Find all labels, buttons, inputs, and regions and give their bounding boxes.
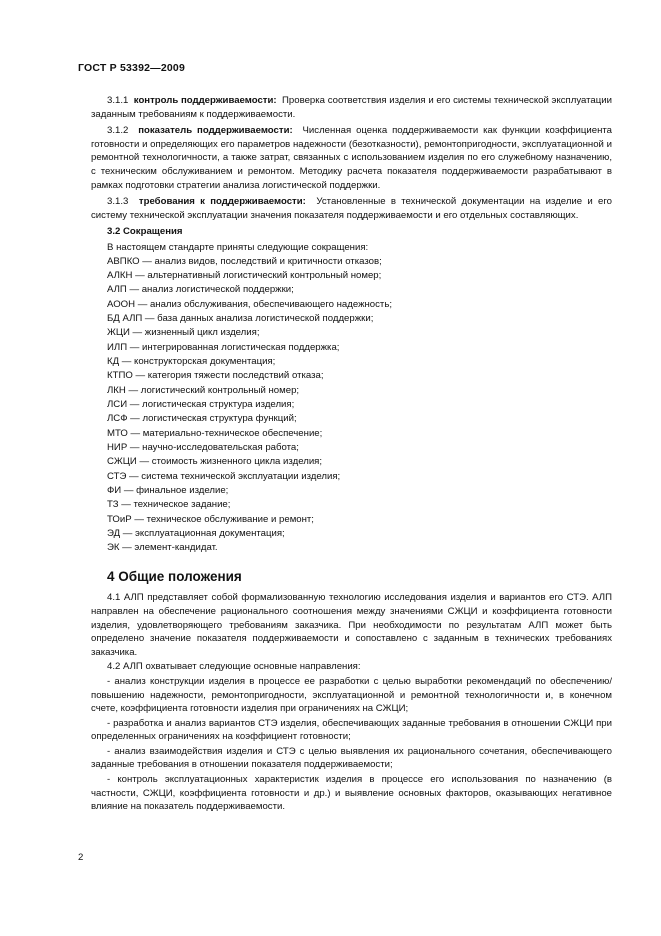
page-number: 2 [78, 852, 84, 863]
definition-3-1-2 [91, 124, 612, 192]
abbreviation-item: ЭД — эксплуатационная документация; [107, 528, 285, 540]
definition-number: 3.1.3 [107, 196, 129, 208]
definition-3-1-3 [91, 195, 612, 222]
list-item: - анализ конструкции изделия в процессе ее разработки с целью выработки рекомендаций по обеспечению/повышению надежности, ремонтопригодности, эксплуатационной и ремонтной технологичности и, в конечном счете, коэффициента готовности изделия при ограничениях на СЖЦИ; [91, 675, 612, 715]
definition-3-1-1 [91, 94, 612, 121]
abbreviation-item: ТОиР — техническое обслуживание и ремонт; [107, 513, 314, 525]
abbreviation-item: ЛСФ — логистическая структура функций; [107, 413, 297, 425]
list-item: - контроль эксплуатационных характеристик изделия в процессе его использования по назначению (в частности, СЖЦИ, коэффициента готовности и др.) и выявление основных факторов, оказывающих негативное влияние на показатель поддерживаемости. [91, 774, 612, 813]
abbreviation-item: КД — конструкторская документация; [107, 355, 276, 367]
abbreviation-item: АЛП — анализ логистической поддержки; [107, 284, 294, 296]
paragraph-4-2: 4.2 АЛП охватывает следующие основные направления: [107, 661, 361, 673]
definition-term: контроль поддерживаемости: [133, 95, 277, 106]
abbreviation-item: СТЭ — система технической эксплуатации изделия; [107, 470, 341, 482]
abbreviation-item: АООН — анализ обслуживания, обеспечивающего надежность; [107, 298, 392, 310]
abbreviation-item: ЛКН — логистический контрольный номер; [107, 384, 300, 396]
abbreviation-item: ФИ — финальное изделие; [107, 485, 229, 497]
definition-term: показатель поддерживаемости: [138, 125, 293, 137]
definition-number: 3.1.2 [107, 125, 129, 137]
paragraph-4-1: 4.1 АЛП представляет собой формализованную технологию исследования изделия и вариантов его СТЭ. АЛП направлен на обеспечение рационального соотношения между значениями СЖЦИ и коэффициента готовности изделия, удовлетворяющего требованиям заказчика. При необходимости по результатам АЛП может быть определено значение показателя поддерживаемости и сопоставлено с заданным в технических требованиях заказчика. [91, 592, 612, 658]
definition-term: требования к поддерживаемости: [138, 196, 306, 208]
abbreviation-item: МТО — материально-техническое обеспечение; [107, 427, 323, 439]
definition-number: 3.1.1 [107, 95, 129, 106]
abbreviation-item: БД АЛП — база данных анализа логистической поддержки; [107, 312, 374, 324]
abbreviation-item: ИЛП — интегрированная логистическая поддержка; [107, 341, 340, 353]
abbreviation-item: НИР — научно-исследовательская работа; [107, 442, 299, 453]
abbreviation-item: ЛСИ — логистическая структура изделия; [107, 398, 295, 410]
definition-text: Численная оценка поддерживаемости как функции коэффициента готовности и определяющих его параметров надежности (безотказности), ремонтопригодности, эксплуатационной и ремонтной технологичности, а также затрат, связанных с использованием изделия по его служебному назначению, с техническим обслуживанием и ремонтом. Методику расчета показателя поддерживаемости разрабатывают в рамках подготовки стратегии анализа логистической поддержки. [91, 125, 612, 191]
page-content [91, 94, 612, 815]
list-item: - анализ взаимодействия изделия и СТЭ с целью выявления их рационального сочетания, обеспечивающего заданные требования в отношении показателя поддерживаемости; [91, 745, 612, 771]
definition-text: Проверка соответствия изделия и его системы технической эксплуатации заданным требованиям к поддерживаемости. [91, 95, 612, 120]
abbreviations-heading: 3.2 Сокращения [107, 226, 183, 238]
abbreviation-item: КТПО — категория тяжести последствий отказа; [107, 370, 324, 382]
abbreviation-item: ЭК — элемент-кандидат. [107, 542, 218, 554]
definition-text: Установленные в технической документации на изделие и его систему технической эксплуатации значения показателя поддерживаемости и его отдельных составляющих. [91, 196, 612, 221]
abbreviation-item: СЖЦИ — стоимость жизненного цикла изделия; [107, 456, 323, 468]
abbreviation-item: ТЗ — техническое задание; [107, 499, 231, 511]
document-header: ГОСТ Р 53392—2009 [78, 62, 186, 74]
abbreviation-item: АВПКО — анализ видов, последствий и критичности отказов; [107, 255, 382, 267]
abbreviation-item: ЖЦИ — жизненный цикл изделия; [107, 327, 260, 339]
abbreviations-intro: В настоящем стандарте приняты следующие сокращения: [107, 241, 369, 253]
section-4-title: 4 Общие положения [107, 568, 242, 584]
list-item: - разработка и анализ вариантов СТЭ изделия, обеспечивающих заданные требования в отношении СЖЦИ при определенных ограничениях на коэффициент готовности; [91, 717, 612, 743]
abbreviation-item: АЛКН — альтернативный логистический контрольный номер; [107, 269, 382, 281]
abbreviations-list [91, 255, 612, 556]
